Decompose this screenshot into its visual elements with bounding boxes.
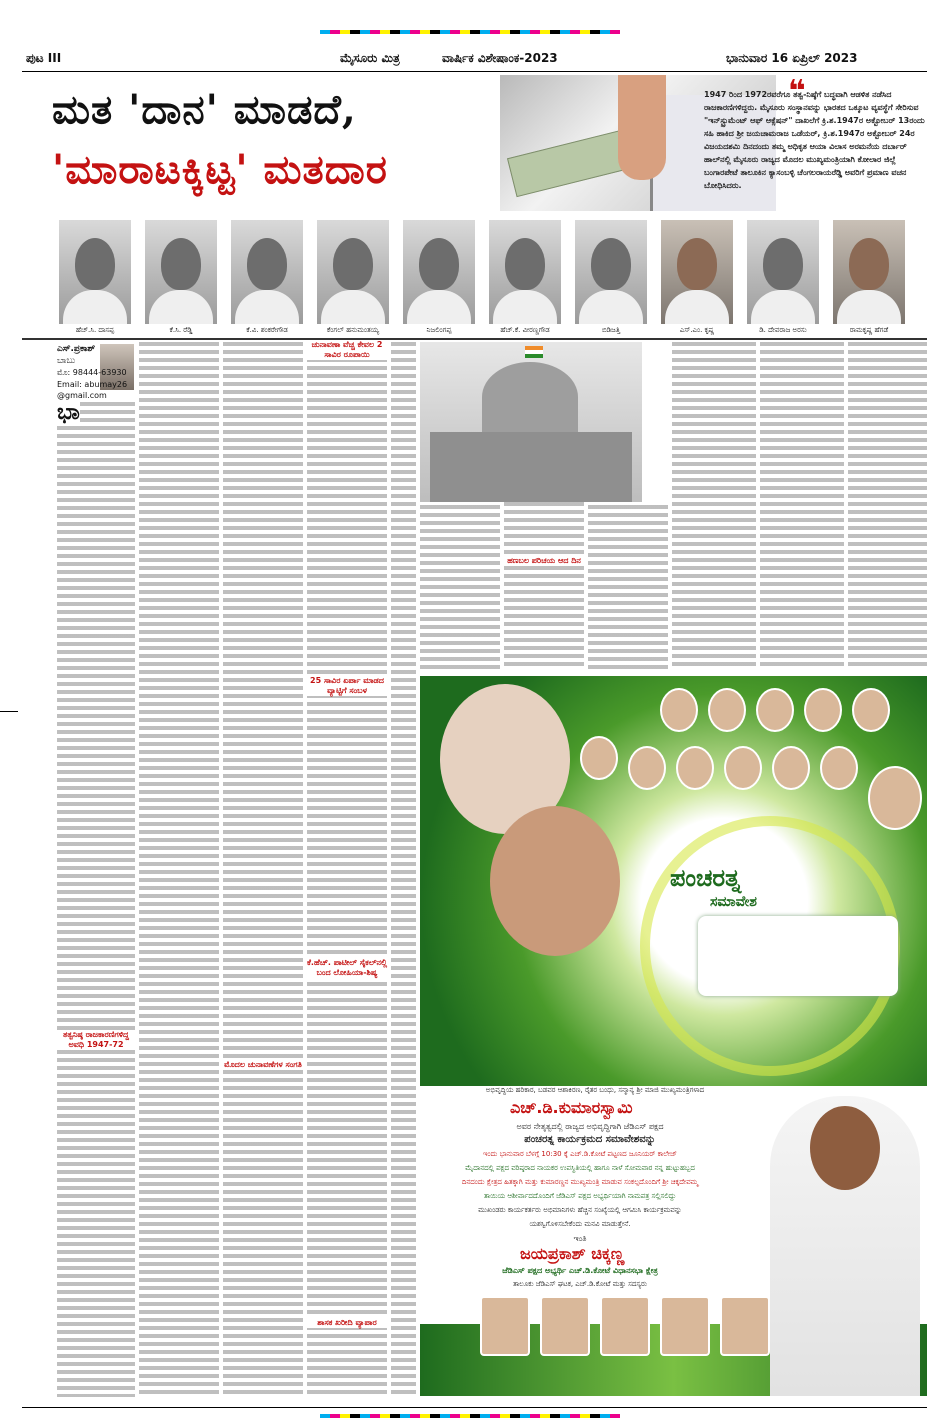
article-column-9 <box>760 342 844 670</box>
candidate-portrait <box>770 1096 920 1396</box>
party-leader-photo <box>676 746 714 790</box>
print-registration-top <box>320 30 620 34</box>
leader-portrait-namaste <box>490 806 620 956</box>
article-column-3 <box>223 342 303 1397</box>
headline-line-2: 'ಮಾರಾಟಕ್ಕಿಟ್ಟ' ಮತದಾರ <box>52 146 388 193</box>
subhead: 25 ಸಾವಿರ ಏರ್ಪಾ ಮಾಡದ ವ್ಯಾಟ್ಟಿಗೆ ಸಂಬಳ <box>307 676 387 696</box>
ad-line: ಅವರ ನೇತೃತ್ವದಲ್ಲಿ ರಾಜ್ಯದ ಅಭಿವೃದ್ಧಿಗಾಗಿ ಜೆಡಿಎಸ್ ಪಕ್ಷದ <box>516 1122 664 1131</box>
portrait-photo <box>833 220 905 324</box>
paper-name: ಮೈಸೂರು ಮಿತ್ರ <box>340 51 400 65</box>
subhead: ಹಣಬಲ ಪರಿಚಯ ಆದ ದಿನ <box>504 556 584 566</box>
portrait-photo <box>145 220 217 324</box>
footer-rule <box>22 1407 927 1408</box>
panchratna-logo: ಪಂಚರತ್ನ <box>670 864 742 892</box>
ad-line: ಮುಖಂಡರು ಕಾರ್ಯಕರ್ತರು ಅಭಿಮಾನಿಗಳು ಹೆಚ್ಚಿನ ಸಂಖ್ಯೆಯಲ್ಲಿ ಆಗಮಿಸಿ ಕಾರ್ಯಕ್ರಮವನ್ನು <box>478 1206 682 1214</box>
portrait-strip <box>59 220 927 350</box>
portrait-photo <box>317 220 389 324</box>
subhead: ಕೆ.ಹೆಚ್. ಪಾಟೀಲ್ ಸೈಕಲ್‌ನಲ್ಲಿ ಬಂದ ಲೋಹಿಯಾ-ಶಿಷ್ಯ <box>307 958 388 977</box>
portrait-caption: ರಾಮಕೃಷ್ಣ ಹೆಗಡೆ <box>849 326 889 334</box>
ad-signoff: ಇಂತಿ <box>573 1234 587 1243</box>
pull-quote: 1947 ರಿಂದ 1972ರವರೆಗೂ ತತ್ವ-ನಿಷ್ಠೆಗೆ ಬದ್ಧವಾಗಿ ಆಡಳಿತ ನಡೆಸಿದ ರಾಜಕಾರಣಿಗಳಿದ್ದರು. ಮೈಸೂರು ಸಂಸ್ಥಾನವನ್ನು ಭಾರತದ ಒಕ್ಕೂಟ ವ್ಯವಸ್ಥೆಗೆ ಸೇರಿಸುವ "ಇನ್‌ಸ್ಟ್ರುಮೆಂಟ್ ಆಫ್ ಆಕ್ಸೆಷನ್" ದಾಖಲೆಗೆ ಕ್ರಿ.ಶ.1947ರ ಅಕ್ಟೋಬರ್ 13ರಂದು ಸಹಿ ಹಾಕಿದ ಶ್ರೀ ಜಯಚಾಮರಾಜ ಒಡೆಯರ್, ಕ್ರಿ.ಶ.1947ರ ಅಕ್ಟೋಬರ್ 24ರ ವಿಜಯದಶಮಿ ದಿನದಂದು ತಮ್ಮ ಅಧಿಕೃತ ಆಯಾ ವಿಲಾಸ ಅರಮನೆಯ ದರ್ಬಾರ್ ಹಾಲ್‌ನಲ್ಲಿ ಮೈಸೂರು ರಾಜ್ಯದ ಮೊದಲ ಮುಖ್ಯಮಂತ್ರಿಯಾಗಿ ಕೋಲಾರ ಜಿಲ್ಲೆ ಬಂಗಾರಪೇಟೆ ತಾಲೂಕಿನ ಕ್ಯಾಸಂಬಳ್ಳಿ ಚೆಂಗಲರಾಯರೆಡ್ಡಿ ಅವರಿಗೆ ಪ್ರಮಾಣ ವಚನ ಬೋಧಿಸಿದರು. <box>704 90 925 190</box>
ad-line: ಮೈದಾನದಲ್ಲಿ ಪಕ್ಷದ ವರಿಷ್ಠರಾದ ನಾಯಕರ ಉಪಸ್ಥಿತಿಯಲ್ಲಿ ಹಾಗೂ ನಾಳೆ ಸೋಮವಾರ ನನ್ನ ಹುಟ್ಟುಹಬ್ಬದ <box>465 1164 695 1172</box>
article-column-10 <box>848 342 927 670</box>
author-name: ಎಸ್.ಪ್ರಕಾಶ್ <box>57 344 96 354</box>
party-leader-photo <box>628 746 666 790</box>
party-leader-photo <box>852 688 890 732</box>
quote-mark-icon: ❝ <box>788 74 806 109</box>
drop-cap: ಭಾ <box>57 400 80 425</box>
article-column-4 <box>307 342 387 1397</box>
article-column-7 <box>588 505 668 670</box>
portrait-photo <box>747 220 819 324</box>
party-leader-photo <box>660 688 698 732</box>
subhead: ಚುನಾವಣಾ ವೆಚ್ಚ ಕೇವಲ 2 ಸಾವಿರ ರೂಪಾಯಿ <box>307 340 387 360</box>
party-leader-photo <box>756 688 794 732</box>
party-leader-photo <box>580 736 618 780</box>
portrait-caption: ನಿಜಲಿಂಗಪ್ಪ <box>426 326 452 334</box>
ad-line: ತಾಯಿಯ ಆಶೀರ್ವಾದದೊಂದಿಗೆ ಜೆಡಿಎಸ್ ಪಕ್ಷದ ಅಭ್ಯರ್ಥಿಯಾಗಿ ನಾಮಪತ್ರ ಸಲ್ಲಿಸಲಿದ್ದು <box>483 1192 677 1200</box>
article-column-1 <box>57 402 135 1397</box>
portrait-caption: ಕೆ.ವಿ. ಶಂಕರೇಗೌಡ <box>246 326 288 334</box>
subhead: ತತ್ವನಿಷ್ಠ ರಾಜಕಾರಣಿಗಳಿದ್ದ ಅವಧಿ 1947-72 <box>57 1030 135 1050</box>
party-leader-photo <box>868 766 922 830</box>
article-column-2 <box>139 342 219 1397</box>
portrait-photo <box>661 220 733 324</box>
local-leader-photo <box>540 1296 590 1356</box>
building-base <box>430 432 632 502</box>
author-phone: ಮೊ: 98444-63930 <box>57 368 127 377</box>
subhead: ಮೊದಲ ಚುನಾವಣೆಗಳ ಸಂಗತಿ <box>224 1060 302 1069</box>
ad-line: ಯಶಸ್ವಿಗೊಳಿಸಬೇಕೆಂದು ಮನವಿ ಮಾಡುತ್ತೇನೆ. <box>529 1220 631 1228</box>
local-leader-photo <box>720 1296 770 1356</box>
flag <box>525 346 543 358</box>
ad-line: ಪಂಚರತ್ನ ಕಾರ್ಯಕ್ರಮದ ಸಮಾವೇಶವನ್ನು <box>524 1134 656 1145</box>
party-leader-photo <box>820 746 858 790</box>
author-email-domain: @gmail.com <box>57 391 107 400</box>
page-header <box>22 48 927 70</box>
ad-line: ದಿನದಂದು ಕ್ಷೇತ್ರದ ಹಿತಕ್ಕಾಗಿ ಮತ್ತು ಕುಮಾರಣ್ಣನ ಮುಖ್ಯಮಂತ್ರಿ ಮಾಡುವ ಸಂಕಲ್ಪದೊಂದಿಗೆ ಶ್ರೀ ಚಿಕ್ಕದೇವಮ್ಮ <box>461 1178 699 1186</box>
article-column-5 <box>420 505 500 670</box>
political-advertisement <box>420 676 927 1396</box>
portrait-caption: ಡಿ. ದೇವರಾಜ ಅರಸು <box>759 326 807 334</box>
portrait-photo <box>59 220 131 324</box>
local-leader-photo <box>480 1296 530 1356</box>
dome <box>482 362 578 432</box>
portrait-caption: ಕೆ.ಸಿ. ರೆಡ್ಡಿ <box>169 326 193 334</box>
portrait-caption: ಹೆಚ್.ಕೆ. ವೀರಣ್ಣಗೌಡ <box>500 326 550 334</box>
print-registration-bottom <box>320 1414 620 1418</box>
article-column-8 <box>672 342 756 670</box>
party-leader-photo <box>772 746 810 790</box>
ad-leader-name: ಎಚ್.ಡಿ.ಕುಮಾರಸ್ವಾಮಿ <box>510 1098 633 1117</box>
currency-note <box>507 129 635 197</box>
party-leader-photo <box>708 688 746 732</box>
author-sub: ಬಾಬು <box>57 356 76 366</box>
samavesha-label: ಸಮಾವೇಶ <box>710 894 757 910</box>
article-column-11 <box>391 342 416 1397</box>
local-leader-photo <box>660 1296 710 1356</box>
local-leader-photo <box>600 1296 650 1356</box>
portrait-caption: ಬಿಡಿಜತ್ತಿ <box>601 326 621 334</box>
portrait-photo <box>403 220 475 324</box>
headline-line-1: ಮತ 'ದಾನ' ಮಾಡದೆ, <box>52 86 357 133</box>
party-leader-photo <box>804 688 842 732</box>
ad-line: ಇಂದು ಭಾನುವಾರ ಬೆಳಗ್ಗೆ 10:30 ಕ್ಕೆ ಎಚ್.ಡಿ.ಕೋಟೆ ಪಟ್ಟಣದ ಜೂನಿಯರ್ ಕಾಲೇಜ್ <box>482 1150 677 1158</box>
portrait-caption: ಕೆಂಗಲ್ ಹನುಮಂತಯ್ಯ <box>326 326 380 334</box>
issue-date: ಭಾನುವಾರ 16 ಏಪ್ರಿಲ್ 2023 <box>726 51 858 65</box>
edition-label: ವಾರ್ಷಿಕ ವಿಶೇಷಾಂಕ-2023 <box>442 51 558 65</box>
portrait-caption: ಎಸ್.ಎಂ. ಕೃಷ್ಣ <box>679 326 715 334</box>
ad-candidate-role: ಜೆಡಿಎಸ್ ಪಕ್ಷದ ಅಭ್ಯರ್ಥಿ ಎಚ್.ಡಿ.ಕೋಟೆ ವಿಧಾನಸಭಾ ಕ್ಷೇತ್ರ <box>502 1266 658 1275</box>
author-email: Email: abumay26 <box>57 380 128 389</box>
vidhana-soudha-image <box>420 342 642 502</box>
section-divider <box>22 338 927 340</box>
margin-mark <box>0 711 18 712</box>
ad-intro-line: ಅಭಿವೃದ್ಧಿಯ ಹರಿಕಾರ, ಬಡವರ ಆಶಾಕಿರಣ, ರೈತರ ಬಂಧು, ಸನ್ಮಾನ್ಯ ಶ್ರೀ ಮಾಜಿ ಮುಖ್ಯಮಂತ್ರಿಗಳಾದ <box>485 1086 705 1094</box>
portrait-caption: ಹೆಚ್.ಸಿ. ದಾಸಪ್ಪ <box>75 326 115 334</box>
portrait-photo <box>575 220 647 324</box>
ad-footer-line: ತಾಲೂಕು ಜೆಡಿಎಸ್ ಘಟಕ, ಎಚ್.ಡಿ.ಕೋಟೆ ಮತ್ತು ಸದಸ್ಯರು <box>513 1280 647 1288</box>
scheme-info-panel <box>698 916 898 996</box>
portrait-photo <box>231 220 303 324</box>
party-leader-photo <box>724 746 762 790</box>
page-number: ಪುಟ III <box>26 51 62 65</box>
header-rule <box>22 71 927 72</box>
subhead: ಶಾಸಕ ಖರೀದಿ ವ್ಯಾಪಾರ <box>307 1318 387 1328</box>
voter-finger <box>618 75 666 180</box>
ad-candidate-name: ಜಯಪ್ರಕಾಶ್ ಚಿಕ್ಕಣ್ಣ <box>520 1244 625 1263</box>
portrait-photo <box>489 220 561 324</box>
